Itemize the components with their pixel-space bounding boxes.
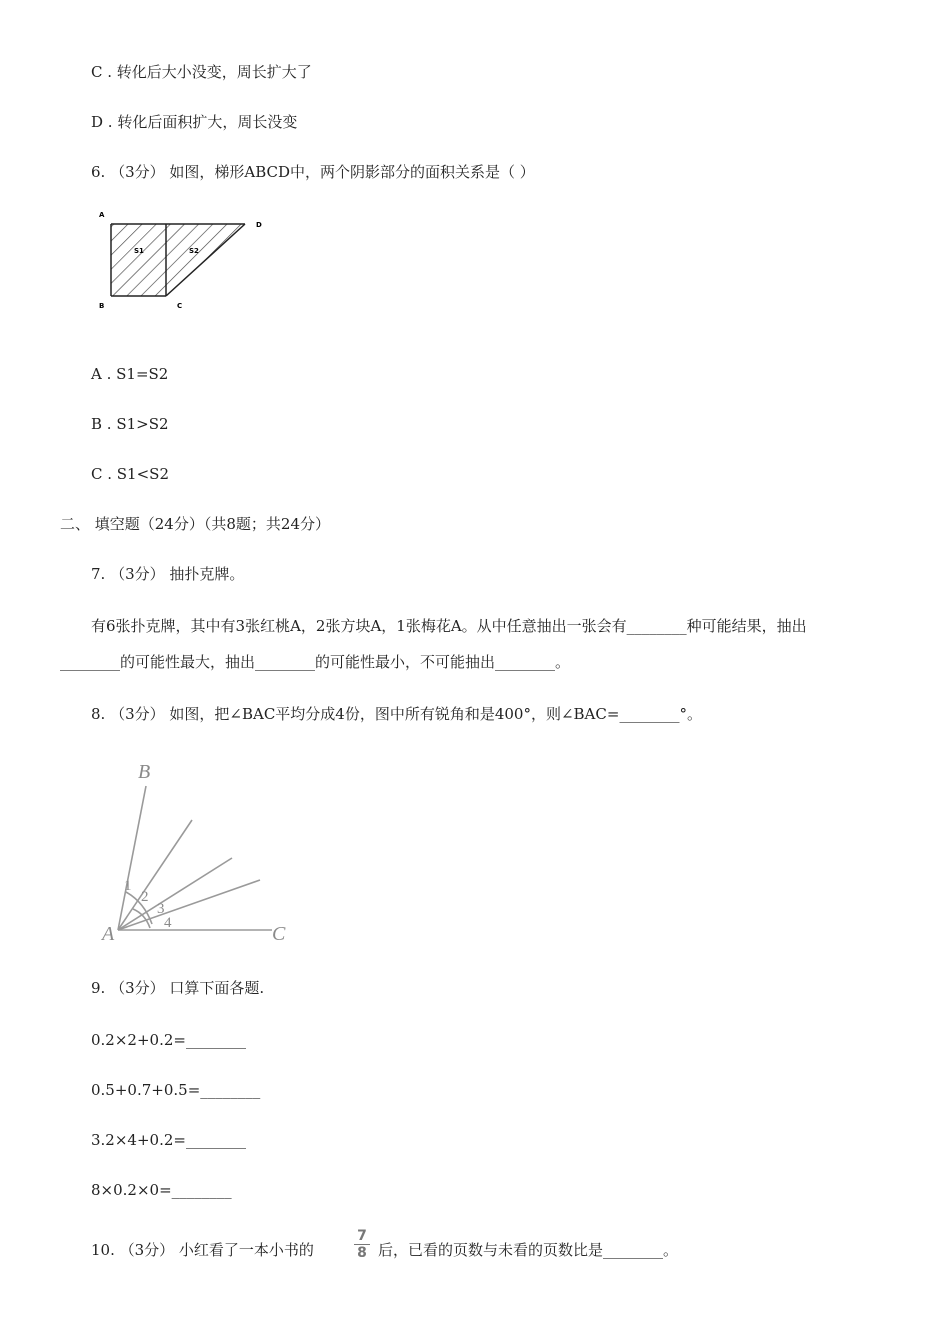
q6-option-c: C . S1<S2: [91, 465, 169, 483]
q5-option-c: C . 转化后大小没变，周长扩大了: [91, 63, 312, 81]
label-b: B: [99, 302, 105, 310]
q9-item: 3.2×4+0.2=________: [91, 1131, 246, 1149]
q7-text-line1: 有6张扑克牌，其中有3张红桃A，2张方块A，1张梅花A。从中任意抽出一张会有________种可能结果，抽出: [91, 617, 807, 635]
fraction-7-8: [354, 1229, 370, 1260]
q7-text-line2: ________的可能性最大，抽出________的可能性最小，不可能抽出________。: [60, 653, 571, 671]
angle-label-2: 2: [141, 889, 149, 905]
section-title: 二、 填空题（24分）（共8题；共24分）: [60, 515, 330, 533]
label-a: A: [99, 211, 105, 219]
label-s2: S2: [189, 247, 199, 255]
ray-3: [118, 880, 260, 930]
q5-option-d: D . 转化后面积扩大，周长没变: [91, 113, 298, 131]
label-c: C: [177, 302, 183, 310]
angle-label-4: 4: [164, 915, 172, 931]
label-c: C: [272, 923, 286, 945]
label-s1: S1: [134, 247, 144, 255]
fraction-numerator: 7: [357, 1228, 367, 1244]
ray-2: [118, 858, 232, 930]
angle-label-1: 1: [124, 878, 132, 894]
label-a: A: [102, 923, 115, 945]
q6-stem: 6. （3分） 如图，梯形ABCD中，两个阴影部分的面积关系是（ ）: [91, 163, 535, 181]
q7-stem: 7. （3分） 抽扑克牌。: [91, 565, 245, 583]
s1-shaded-region: [111, 224, 166, 296]
trapezoid-figure: [90, 205, 280, 315]
q9-item: 0.5+0.7+0.5=________: [91, 1081, 261, 1099]
q10-stem-before: 10. （3分） 小红看了一本小书的: [91, 1241, 314, 1259]
label-b: B: [138, 761, 151, 783]
angle-figure: [100, 758, 300, 948]
q9-item: 0.2×2+0.2=________: [91, 1031, 246, 1049]
q6-option-b: B . S1>S2: [91, 415, 169, 433]
q8-stem: 8. （3分） 如图，把∠BAC平均分成4份，图中所有锐角和是400°，则∠BAC=________°。: [91, 705, 702, 723]
angle-label-3: 3: [157, 901, 165, 917]
q9-item: 8×0.2×0=________: [91, 1181, 232, 1199]
fraction-denominator: 8: [357, 1245, 367, 1261]
q9-stem: 9. （3分） 口算下面各题.: [91, 979, 265, 997]
q6-option-a: A . S1=S2: [91, 365, 169, 383]
label-d: D: [256, 221, 262, 229]
q10-stem-after: 后，已看的页数与未看的页数比是________。: [378, 1241, 679, 1259]
